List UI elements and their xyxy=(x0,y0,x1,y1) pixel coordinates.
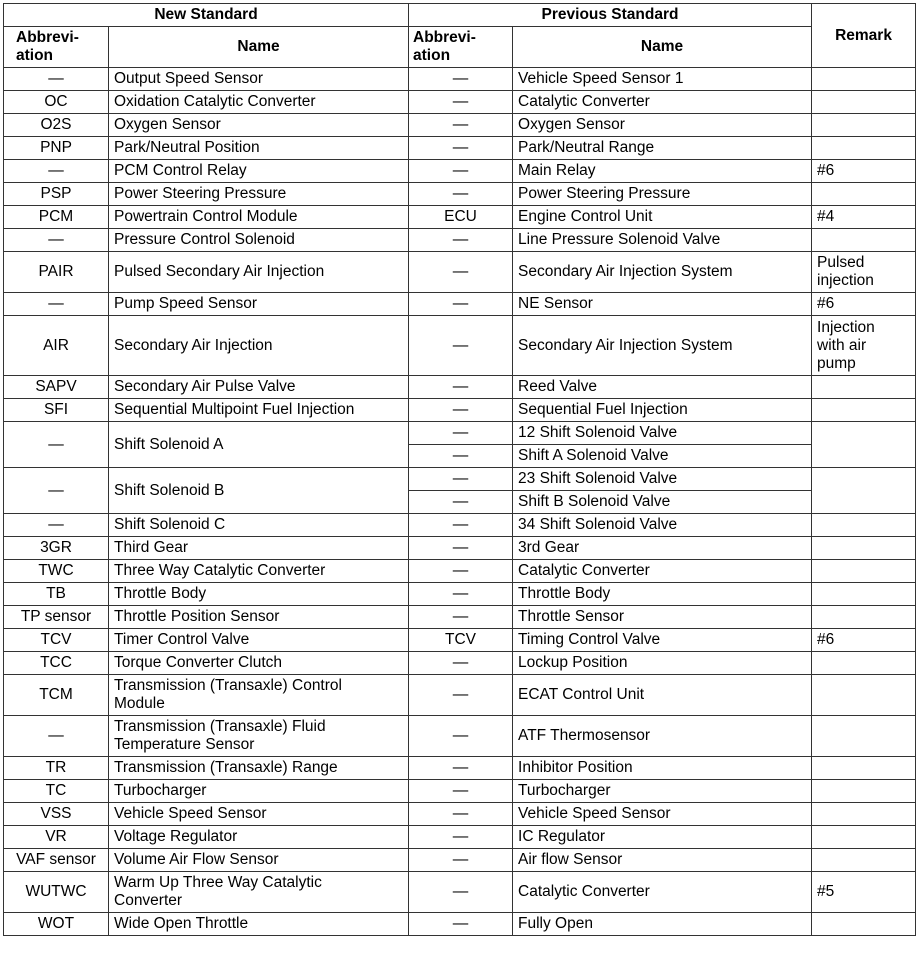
new-abbreviation-cell: — xyxy=(4,68,109,91)
table-row xyxy=(4,422,916,445)
new-abbreviation-cell: TP sensor xyxy=(4,606,109,629)
new-name-cell: Timer Control Valve xyxy=(109,629,409,652)
previous-name-cell: 12 Shift Solenoid Valve xyxy=(513,422,812,445)
new-abbreviation-cell: VR xyxy=(4,826,109,849)
remark-cell xyxy=(812,422,916,468)
remark-cell: #6 xyxy=(812,160,916,183)
new-abbreviation-cell: SAPV xyxy=(4,376,109,399)
previous-name-cell: Lockup Position xyxy=(513,652,812,675)
previous-name-cell: IC Regulator xyxy=(513,826,812,849)
new-name-cell: Park/Neutral Position xyxy=(109,137,409,160)
previous-abbreviation-cell: — xyxy=(409,68,513,91)
new-name-cell: Power Steering Pressure xyxy=(109,183,409,206)
previous-name-cell: Secondary Air Injection System xyxy=(513,316,812,376)
table-body xyxy=(4,68,916,936)
table-row xyxy=(4,629,916,652)
previous-abbreviation-cell: — xyxy=(409,160,513,183)
new-name-cell: Wide Open Throttle xyxy=(109,913,409,936)
table-row xyxy=(4,399,916,422)
table-row xyxy=(4,803,916,826)
new-name-cell: Powertrain Control Module xyxy=(109,206,409,229)
remark-cell xyxy=(812,114,916,137)
table-row xyxy=(4,514,916,537)
new-name-cell: Output Speed Sensor xyxy=(109,68,409,91)
table-row xyxy=(4,229,916,252)
previous-abbreviation-cell: — xyxy=(409,826,513,849)
new-name-cell: Throttle Position Sensor xyxy=(109,606,409,629)
table-row xyxy=(4,183,916,206)
previous-abbreviation-cell: — xyxy=(409,293,513,316)
new-name-cell: Third Gear xyxy=(109,537,409,560)
new-name-cell: Oxygen Sensor xyxy=(109,114,409,137)
previous-abbreviation-cell: — xyxy=(409,468,513,491)
previous-name-cell: Main Relay xyxy=(513,160,812,183)
previous-abbreviation-cell: — xyxy=(409,716,513,757)
previous-name-cell: Power Steering Pressure xyxy=(513,183,812,206)
table-row xyxy=(4,583,916,606)
previous-name-cell: Throttle Body xyxy=(513,583,812,606)
previous-name-header: Name xyxy=(513,27,812,68)
remark-cell xyxy=(812,514,916,537)
previous-name-cell: Secondary Air Injection System xyxy=(513,252,812,293)
remark-cell: Pulsed injection xyxy=(812,252,916,293)
new-name-cell: Pressure Control Solenoid xyxy=(109,229,409,252)
previous-abbreviation-cell: — xyxy=(409,780,513,803)
previous-name-cell: 3rd Gear xyxy=(513,537,812,560)
previous-name-cell: Timing Control Valve xyxy=(513,629,812,652)
new-abbreviation-cell: O2S xyxy=(4,114,109,137)
remark-header: Remark xyxy=(812,4,916,68)
new-abbreviation-cell: TCV xyxy=(4,629,109,652)
new-name-cell: Turbocharger xyxy=(109,780,409,803)
table-row xyxy=(4,293,916,316)
previous-abbreviation-cell: — xyxy=(409,316,513,376)
previous-abbreviation-cell: — xyxy=(409,560,513,583)
remark-cell xyxy=(812,468,916,514)
previous-abbreviation-cell: — xyxy=(409,376,513,399)
previous-name-cell: Inhibitor Position xyxy=(513,757,812,780)
new-abbreviation-cell: — xyxy=(4,293,109,316)
remark-cell xyxy=(812,183,916,206)
remark-cell xyxy=(812,780,916,803)
previous-abbreviation-cell: — xyxy=(409,514,513,537)
table-row xyxy=(4,780,916,803)
new-name-cell: Transmission (Transaxle) Fluid Temperature Sensor xyxy=(109,716,409,757)
new-abbreviation-cell: TR xyxy=(4,757,109,780)
new-abbreviation-cell: WOT xyxy=(4,913,109,936)
new-abbreviation-cell: PSP xyxy=(4,183,109,206)
new-abbreviation-cell: TCM xyxy=(4,675,109,716)
table-row xyxy=(4,652,916,675)
new-abbreviation-cell: VSS xyxy=(4,803,109,826)
previous-name-cell: Catalytic Converter xyxy=(513,91,812,114)
table-row xyxy=(4,913,916,936)
remark-cell xyxy=(812,849,916,872)
table-row xyxy=(4,68,916,91)
remark-cell xyxy=(812,560,916,583)
previous-abbreviation-header: Abbrevi- ation xyxy=(409,27,513,68)
new-abbreviation-cell: PAIR xyxy=(4,252,109,293)
remark-cell xyxy=(812,606,916,629)
previous-abbreviation-cell: — xyxy=(409,675,513,716)
remark-cell xyxy=(812,803,916,826)
new-abbreviation-cell: 3GR xyxy=(4,537,109,560)
previous-name-cell: Vehicle Speed Sensor 1 xyxy=(513,68,812,91)
previous-name-cell: Park/Neutral Range xyxy=(513,137,812,160)
table-row xyxy=(4,757,916,780)
remark-cell xyxy=(812,137,916,160)
previous-abbreviation-cell: — xyxy=(409,606,513,629)
new-name-cell: Shift Solenoid B xyxy=(109,468,409,514)
table-row xyxy=(4,826,916,849)
new-name-cell: Torque Converter Clutch xyxy=(109,652,409,675)
new-name-cell: PCM Control Relay xyxy=(109,160,409,183)
previous-abbreviation-cell: — xyxy=(409,445,513,468)
table-row xyxy=(4,376,916,399)
table-row xyxy=(4,206,916,229)
remark-cell xyxy=(812,757,916,780)
previous-name-cell: Vehicle Speed Sensor xyxy=(513,803,812,826)
previous-abbreviation-cell: ECU xyxy=(409,206,513,229)
previous-name-cell: Reed Valve xyxy=(513,376,812,399)
new-abbreviation-cell: — xyxy=(4,468,109,514)
remark-cell xyxy=(812,68,916,91)
remark-cell xyxy=(812,583,916,606)
new-name-header: Name xyxy=(109,27,409,68)
new-abbreviation-cell: — xyxy=(4,229,109,252)
abbreviation-table xyxy=(3,3,916,936)
table-row xyxy=(4,872,916,913)
new-name-cell: Transmission (Transaxle) Range xyxy=(109,757,409,780)
new-name-cell: Sequential Multipoint Fuel Injection xyxy=(109,399,409,422)
new-abbreviation-cell: — xyxy=(4,422,109,468)
previous-name-cell: Oxygen Sensor xyxy=(513,114,812,137)
previous-abbreviation-cell: — xyxy=(409,491,513,514)
new-abbreviation-cell: TC xyxy=(4,780,109,803)
table-row xyxy=(4,114,916,137)
previous-abbreviation-cell: — xyxy=(409,583,513,606)
remark-cell: #6 xyxy=(812,293,916,316)
previous-name-cell: 23 Shift Solenoid Valve xyxy=(513,468,812,491)
previous-name-cell: NE Sensor xyxy=(513,293,812,316)
previous-name-cell: Shift A Solenoid Valve xyxy=(513,445,812,468)
new-name-cell: Oxidation Catalytic Converter xyxy=(109,91,409,114)
previous-standard-header: Previous Standard xyxy=(409,4,812,27)
previous-abbreviation-cell: — xyxy=(409,252,513,293)
previous-abbreviation-cell: — xyxy=(409,91,513,114)
new-name-cell: Vehicle Speed Sensor xyxy=(109,803,409,826)
table-row xyxy=(4,91,916,114)
new-abbreviation-cell: PNP xyxy=(4,137,109,160)
previous-abbreviation-cell: — xyxy=(409,422,513,445)
new-name-cell: Shift Solenoid C xyxy=(109,514,409,537)
remark-cell xyxy=(812,376,916,399)
previous-name-cell: 34 Shift Solenoid Valve xyxy=(513,514,812,537)
new-name-cell: Transmission (Transaxle) Control Module xyxy=(109,675,409,716)
previous-abbreviation-cell: — xyxy=(409,652,513,675)
new-name-cell: Warm Up Three Way Catalytic Converter xyxy=(109,872,409,913)
previous-abbreviation-cell: — xyxy=(409,872,513,913)
remark-cell xyxy=(812,675,916,716)
table-row xyxy=(4,252,916,293)
remark-cell xyxy=(812,826,916,849)
table-row xyxy=(4,468,916,491)
previous-name-cell: ATF Thermosensor xyxy=(513,716,812,757)
new-name-cell: Pulsed Secondary Air Injection xyxy=(109,252,409,293)
remark-cell xyxy=(812,229,916,252)
new-abbreviation-header: Abbrevi- ation xyxy=(4,27,109,68)
table-row xyxy=(4,137,916,160)
new-abbreviation-cell: TWC xyxy=(4,560,109,583)
remark-cell: #4 xyxy=(812,206,916,229)
new-abbreviation-cell: AIR xyxy=(4,316,109,376)
previous-abbreviation-cell: — xyxy=(409,137,513,160)
table-row xyxy=(4,716,916,757)
new-abbreviation-cell: TCC xyxy=(4,652,109,675)
previous-name-cell: Air flow Sensor xyxy=(513,849,812,872)
previous-abbreviation-cell: — xyxy=(409,183,513,206)
table-row xyxy=(4,316,916,376)
remark-cell: #6 xyxy=(812,629,916,652)
new-abbreviation-cell: TB xyxy=(4,583,109,606)
previous-name-cell: Engine Control Unit xyxy=(513,206,812,229)
new-name-cell: Three Way Catalytic Converter xyxy=(109,560,409,583)
table-row xyxy=(4,537,916,560)
previous-name-cell: Fully Open xyxy=(513,913,812,936)
previous-name-cell: Line Pressure Solenoid Valve xyxy=(513,229,812,252)
remark-cell xyxy=(812,716,916,757)
remark-cell: Injection with air pump xyxy=(812,316,916,376)
previous-abbreviation-cell: TCV xyxy=(409,629,513,652)
table-row xyxy=(4,606,916,629)
new-name-cell: Throttle Body xyxy=(109,583,409,606)
new-name-cell: Volume Air Flow Sensor xyxy=(109,849,409,872)
remark-cell: #5 xyxy=(812,872,916,913)
previous-name-cell: Turbocharger xyxy=(513,780,812,803)
new-standard-header: New Standard xyxy=(4,4,409,27)
table-row xyxy=(4,675,916,716)
previous-name-cell: Catalytic Converter xyxy=(513,872,812,913)
remark-cell xyxy=(812,537,916,560)
new-abbreviation-cell: PCM xyxy=(4,206,109,229)
previous-abbreviation-cell: — xyxy=(409,229,513,252)
previous-abbreviation-cell: — xyxy=(409,849,513,872)
previous-abbreviation-cell: — xyxy=(409,803,513,826)
previous-abbreviation-cell: — xyxy=(409,114,513,137)
remark-cell xyxy=(812,652,916,675)
new-abbreviation-cell: SFI xyxy=(4,399,109,422)
previous-name-cell: Throttle Sensor xyxy=(513,606,812,629)
new-name-cell: Secondary Air Injection xyxy=(109,316,409,376)
remark-cell xyxy=(812,399,916,422)
previous-name-cell: Sequential Fuel Injection xyxy=(513,399,812,422)
new-name-cell: Voltage Regulator xyxy=(109,826,409,849)
remark-cell xyxy=(812,91,916,114)
previous-name-cell: ECAT Control Unit xyxy=(513,675,812,716)
table-row xyxy=(4,160,916,183)
table-row xyxy=(4,560,916,583)
previous-abbreviation-cell: — xyxy=(409,537,513,560)
new-abbreviation-cell: WUTWC xyxy=(4,872,109,913)
previous-name-cell: Shift B Solenoid Valve xyxy=(513,491,812,514)
new-abbreviation-cell: — xyxy=(4,160,109,183)
remark-cell xyxy=(812,913,916,936)
previous-abbreviation-cell: — xyxy=(409,913,513,936)
new-name-cell: Secondary Air Pulse Valve xyxy=(109,376,409,399)
table-row xyxy=(4,849,916,872)
previous-abbreviation-cell: — xyxy=(409,399,513,422)
new-abbreviation-cell: OC xyxy=(4,91,109,114)
new-abbreviation-cell: — xyxy=(4,716,109,757)
previous-name-cell: Catalytic Converter xyxy=(513,560,812,583)
new-name-cell: Shift Solenoid A xyxy=(109,422,409,468)
new-abbreviation-cell: VAF sensor xyxy=(4,849,109,872)
previous-abbreviation-cell: — xyxy=(409,757,513,780)
new-name-cell: Pump Speed Sensor xyxy=(109,293,409,316)
new-abbreviation-cell: — xyxy=(4,514,109,537)
